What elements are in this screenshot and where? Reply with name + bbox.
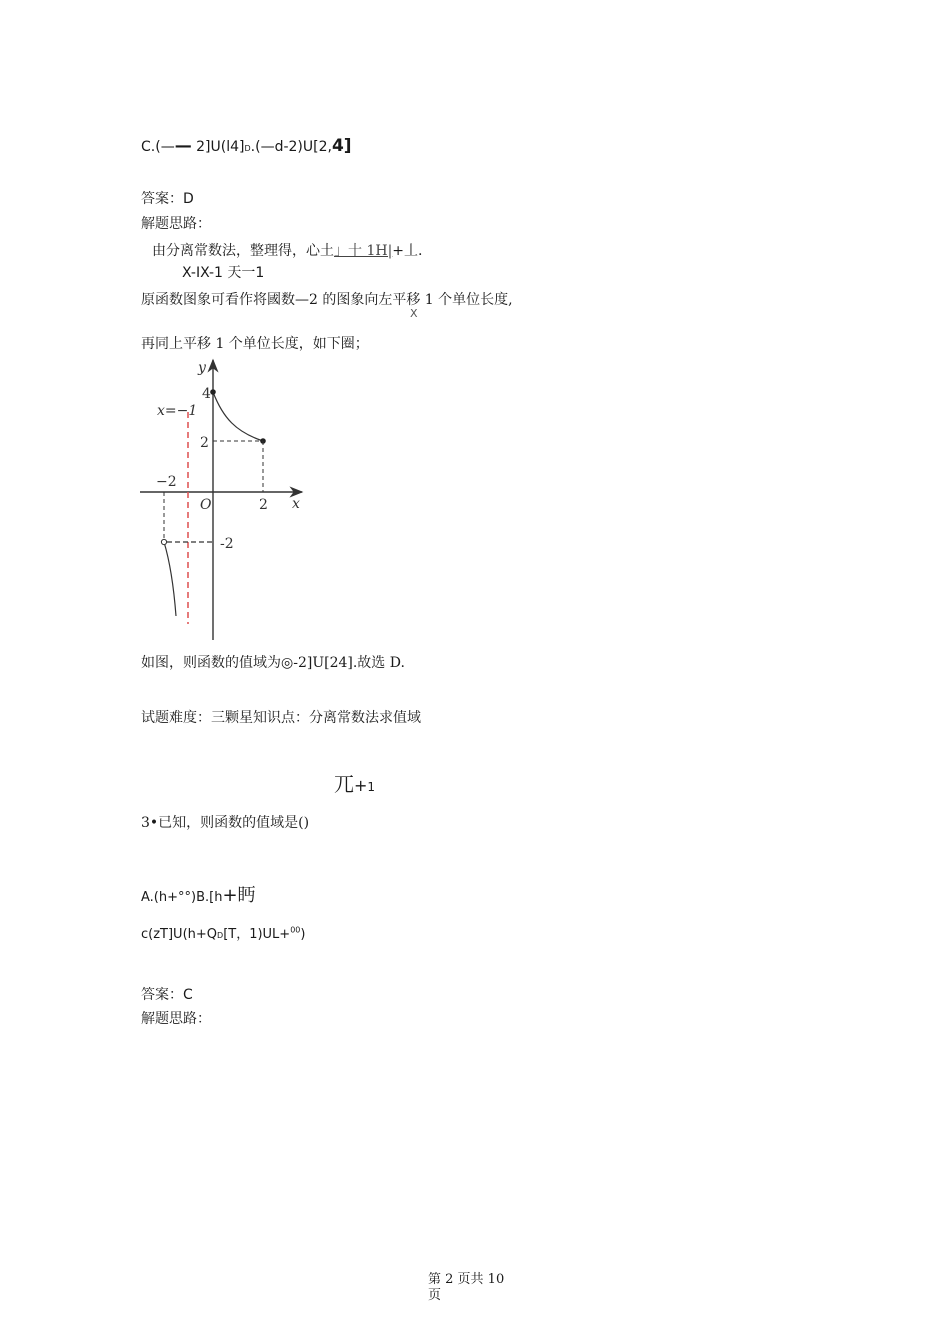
tick-y-neg2: -2 — [220, 536, 234, 552]
answer-q3: 答案：C — [141, 987, 193, 1003]
step1-formula: 」十 1H| — [334, 243, 393, 259]
tick-y-2: 2 — [200, 435, 209, 451]
page-number-line1: 第 2 页共 10 — [428, 1272, 505, 1287]
option-d-end: 4] — [331, 136, 352, 156]
q3-option-c: c(zT]U(h+Q — [141, 927, 218, 942]
origin-label: O — [200, 497, 212, 513]
step1-sub: X-IX-1 天一1 — [182, 265, 265, 281]
step1-tail: +丄. — [392, 243, 423, 259]
option-c-line — [141, 136, 352, 156]
step1-line — [152, 240, 422, 260]
q3-formula — [334, 768, 375, 797]
q3-question: 3•已知，则函数的值域是() — [141, 815, 310, 831]
tick-y-4: 4 — [202, 386, 211, 402]
q3-option-a-b: A.(h+°°)B.[h — [141, 890, 223, 905]
q3-formula-pi: 兀 — [334, 772, 354, 796]
step2-sub: X — [410, 307, 418, 320]
q3-formula-plus: + — [354, 776, 368, 795]
meta-q2: 试题难度：三颗星知识点：分离常数法求值域 — [141, 710, 421, 726]
q3-formula-one: 1 — [367, 780, 376, 794]
q3-option-d: [T，1)UL+ — [223, 927, 291, 942]
open-point-neg2-neg2 — [161, 539, 166, 544]
option-c-dash: — — [174, 136, 192, 156]
q3-option-d-sub: D — [217, 931, 224, 940]
option-c-label: C.(— — [141, 139, 175, 155]
endpoint-0-4 — [210, 389, 216, 395]
q3-option-d-sup: 00 — [290, 925, 301, 935]
q3-options-cd — [141, 923, 305, 942]
step1-text: 由分离常数法，整理得，心土 — [152, 243, 334, 259]
function-graph — [136, 352, 316, 644]
tick-x-neg2: −2 — [156, 474, 177, 490]
x-axis-label: x — [292, 496, 300, 512]
answer-q2: 答案：D — [141, 191, 194, 207]
approach-title-q2: 解题思路： — [141, 216, 211, 232]
conclusion-q2: 如图，则函数的值域为◎-2]U[24].故选 D. — [141, 655, 405, 671]
page-number-line2: 页 — [428, 1288, 442, 1303]
step3-text: 再同上平移 1 个单位长度，如下圈； — [141, 336, 369, 352]
q3-option-d-end: ) — [300, 927, 306, 942]
option-d-sub-label: D — [244, 144, 251, 153]
left-branch-curve — [164, 542, 176, 616]
option-d-text: .(—d-2)U[2, — [250, 139, 332, 155]
tick-x-2: 2 — [259, 497, 268, 513]
y-axis-label: y — [198, 360, 206, 376]
q3-options-ab — [141, 881, 256, 907]
q3-option-b-tail: +眄 — [222, 885, 256, 906]
asymptote-label: x=−1 — [157, 403, 198, 419]
step2-text: 原函数图象可看作将國数—2 的图象向左平移 1 个单位长度, — [141, 292, 513, 308]
approach-title-q3: 解题思路： — [141, 1011, 211, 1027]
option-c-mid: 2]U(l4] — [191, 139, 245, 155]
right-branch-curve — [213, 392, 263, 441]
